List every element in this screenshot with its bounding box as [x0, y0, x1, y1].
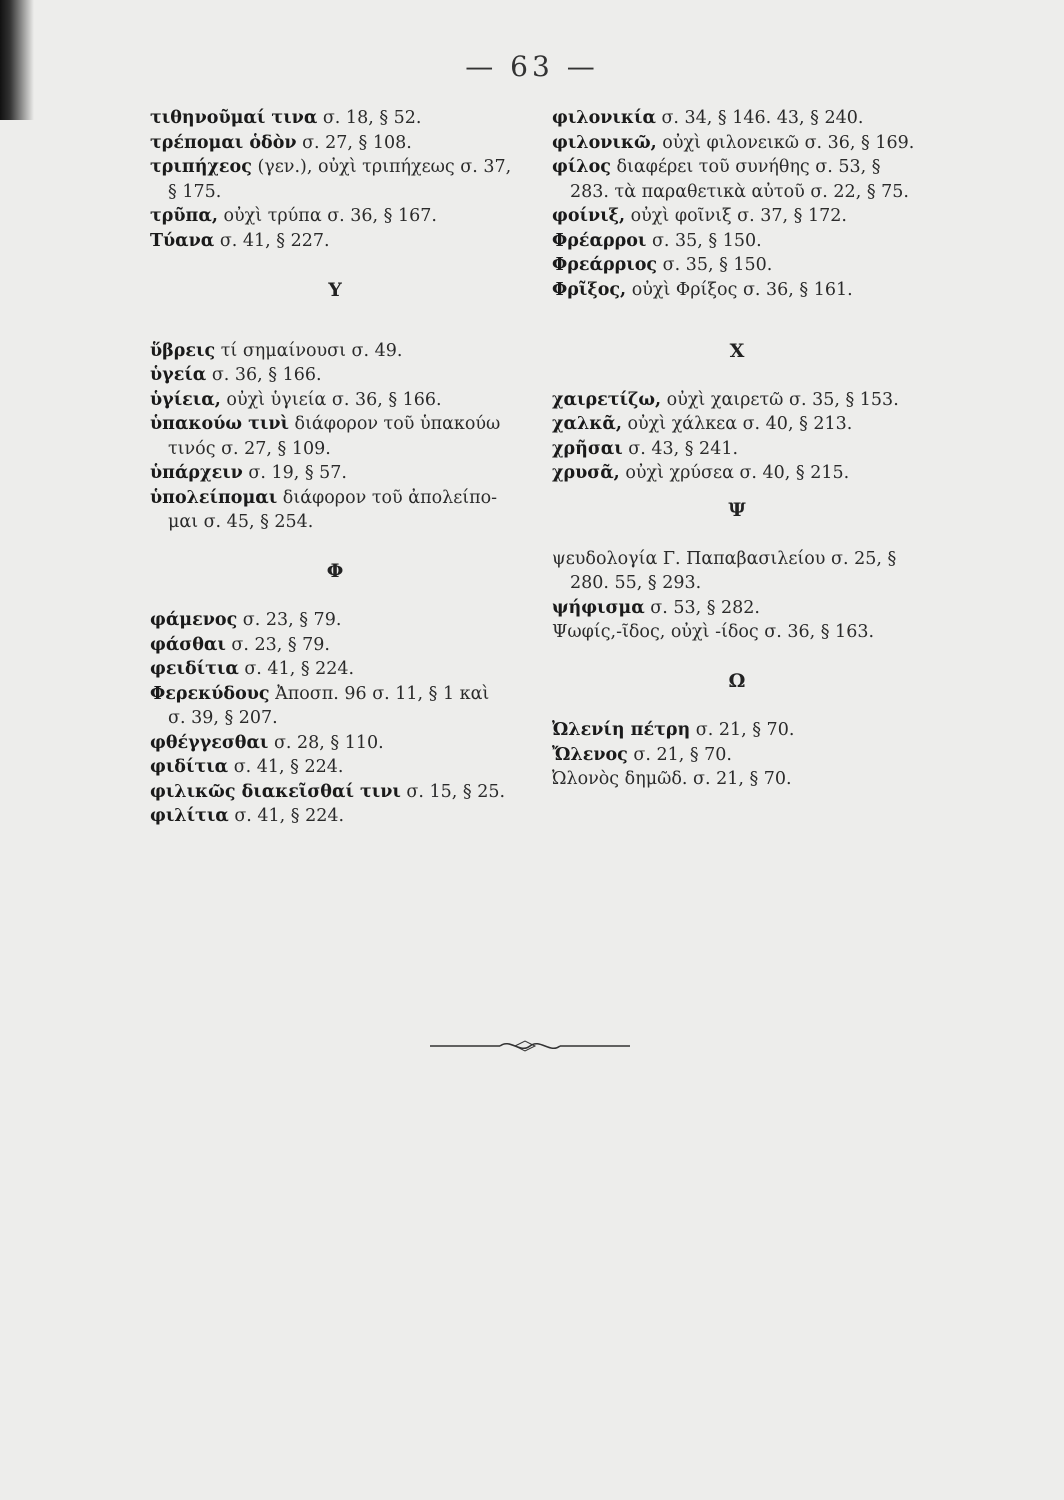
section-letter-psi: Ψ: [728, 498, 746, 521]
entry-headword: τιθηνοῦμαί τινα: [150, 108, 318, 128]
entry-reference: 280. 55, § 293.: [570, 573, 702, 593]
entry-headword: ὑγίεια,: [150, 389, 221, 410]
index-entry: [552, 278, 922, 303]
entry-headword: τρῦπα,: [150, 206, 218, 226]
index-entry: [150, 388, 520, 413]
index-entry: [150, 339, 520, 364]
index-entry: [552, 461, 922, 486]
index-entry: [150, 633, 520, 658]
entry-reference: διάφορον τοῦ ἀπολείπο-: [277, 487, 498, 508]
index-entry: [150, 461, 520, 486]
index-entry: [552, 204, 922, 229]
index-entry: [150, 510, 520, 535]
entry-headword: ψήφισμα: [552, 597, 645, 618]
entry-reference: σ. 36, § 166.: [206, 365, 322, 385]
index-entry: [150, 131, 520, 156]
entry-reference: οὐχὶ χαιρετῶ σ. 35, § 153.: [661, 389, 899, 410]
index-entry: [552, 180, 922, 205]
entry-reference: σ. 35, § 150.: [657, 255, 773, 275]
entry-reference: τί σημαίνουσι σ. 49.: [215, 340, 403, 361]
entry-headword: Φερεκύδους: [150, 683, 270, 704]
entry-group-phi: [150, 608, 520, 829]
section-letter-phi: Φ: [326, 560, 344, 582]
entry-reference: οὐχὶ φοῖνιξ σ. 37, § 172.: [625, 206, 847, 226]
index-entry: [150, 412, 520, 437]
entry-headword: Τύανα: [150, 230, 215, 251]
entry-reference: τινός σ. 27, § 109.: [168, 438, 331, 459]
entry-reference: οὐχὶ Φρίξος σ. 36, § 161.: [626, 279, 853, 300]
entry-reference: διάφορον τοῦ ὑπακούω: [288, 414, 501, 434]
page-number: — 63 —: [465, 50, 599, 83]
index-entry: [150, 804, 520, 829]
index-entry: [150, 706, 520, 731]
entry-reference: σ. 34, § 146. 43, § 240.: [655, 108, 864, 128]
entry-headword: φιλικῶς διακεῖσθαί τινι: [150, 781, 401, 802]
entry-reference: (γεν.), οὐχὶ τριπήχεως σ. 37,: [251, 157, 512, 177]
entry-headword: φιλονικία: [552, 108, 656, 128]
entry-headword: φιδίτια: [150, 757, 229, 777]
entry-headword: φειδίτια: [150, 659, 239, 679]
entry-reference: σ. 21, § 70.: [690, 720, 795, 740]
index-entry: [552, 229, 922, 254]
entry-group-omega: [552, 718, 922, 792]
index-entry: [150, 755, 520, 780]
index-entry: [150, 155, 520, 180]
entry-reference: οὐχὶ χρύσεα σ. 40, § 215.: [619, 463, 850, 483]
index-entry: [552, 718, 922, 743]
entry-headword: ὑπάρχειν: [150, 463, 243, 483]
entry-headword: φάσθαι: [150, 634, 226, 655]
index-entry: [552, 253, 922, 278]
index-entry: [552, 131, 922, 156]
index-entry: [150, 657, 520, 682]
end-ornament: [430, 1036, 630, 1056]
index-entry: [552, 412, 922, 437]
index-entry: [150, 437, 520, 462]
entry-headword: φιλίτια: [150, 806, 229, 826]
entry-headword: τρέπομαι ὁδὸν: [150, 132, 297, 153]
entry-headword: χαιρετίζω,: [552, 389, 662, 410]
index-entry: [150, 204, 520, 229]
section-letter-omega: Ω: [728, 670, 746, 692]
index-entry: [552, 437, 922, 462]
index-entry: [150, 682, 520, 707]
entry-reference: ψευδολογία Γ. Παπαβασιλείου σ. 25, §: [552, 548, 897, 569]
entry-group-upsilon: [150, 339, 520, 535]
section-letter-chi: Χ: [729, 339, 745, 362]
entry-reference: Ὠλονὸς δημῶδ. σ. 21, § 70.: [552, 769, 792, 789]
entry-headword: φάμενος: [150, 610, 238, 630]
entry-headword: Φρεάρριος: [552, 255, 658, 275]
entry-reference: Ἀποσπ. 96 σ. 11, § 1 καὶ: [269, 683, 490, 704]
entry-headword: Φρέαρροι: [552, 230, 647, 251]
entry-headword: Φρῖξος,: [552, 279, 627, 300]
entry-reference: σ. 39, § 207.: [168, 708, 278, 728]
entry-group-psi: [552, 547, 922, 645]
right-column: [552, 106, 922, 792]
entry-reference: διαφέρει τοῦ συνήθης σ. 53, §: [610, 157, 881, 177]
entry-reference: οὐχὶ τρύπα σ. 36, § 167.: [217, 206, 437, 226]
index-entry: [150, 731, 520, 756]
index-entry: [150, 106, 520, 131]
entry-group-top: [150, 106, 520, 253]
index-entry: [150, 608, 520, 633]
entry-headword: ὑπακούω τινὶ: [150, 414, 289, 434]
entry-reference: σ. 21, § 70.: [627, 744, 732, 765]
entry-reference: σ. 41, § 224.: [228, 806, 345, 826]
index-entry: [150, 780, 520, 805]
entry-reference: σ. 23, § 79.: [237, 610, 342, 630]
entry-headword: ὕβρεις: [150, 340, 216, 361]
index-entry: [552, 743, 922, 768]
entry-reference: σ. 41, § 224.: [228, 757, 344, 777]
entry-reference: σ. 41, § 227.: [214, 230, 330, 251]
entry-reference: σ. 23, § 79.: [225, 634, 330, 655]
index-entry: [552, 620, 922, 645]
entry-reference: σ. 41, § 224.: [238, 659, 355, 679]
index-entry: [552, 596, 922, 621]
index-entry: [552, 388, 922, 413]
index-entry: [150, 363, 520, 388]
index-entry: [150, 180, 520, 205]
entry-headword: χρῆσαι: [552, 438, 623, 459]
entry-reference: § 175.: [168, 181, 222, 202]
entry-headword: φοίνιξ,: [552, 206, 626, 226]
index-entry: [150, 229, 520, 254]
entry-reference: Ψωφίς,-ῖδος, οὐχὶ -ίδος σ. 36, § 163.: [552, 622, 875, 642]
entry-headword: Ὠλενίη πέτρη: [552, 720, 691, 740]
entry-headword: χρυσᾶ,: [552, 463, 620, 483]
index-entry: [552, 106, 922, 131]
entry-reference: σ. 27, § 108.: [296, 132, 412, 153]
index-entry: [552, 155, 922, 180]
section-letter-upsilon: Υ: [328, 278, 342, 301]
entry-group-chi: [552, 388, 922, 486]
index-entry: [552, 767, 922, 792]
entry-reference: σ. 19, § 57.: [242, 463, 347, 483]
entry-headword: ὑγεία: [150, 365, 207, 385]
entry-reference: 283. τὰ παραθετικὰ αὐτοῦ σ. 22, § 75.: [570, 181, 909, 202]
entry-reference: σ. 18, § 52.: [317, 108, 422, 128]
entry-headword: φθέγγεσθαι: [150, 732, 269, 753]
entry-reference: οὐχὶ ὑγιεία σ. 36, § 166.: [220, 389, 442, 410]
entry-headword: ὑπολείπομαι: [150, 487, 278, 508]
entry-headword: φίλος: [552, 157, 611, 177]
entry-reference: σ. 28, § 110.: [268, 732, 384, 753]
index-entry: [552, 547, 922, 572]
index-entry: [150, 486, 520, 511]
entry-headword: φιλονικῶ,: [552, 132, 657, 153]
entry-group-phi-continued: [552, 106, 922, 302]
entry-reference: σ. 53, § 282.: [644, 597, 760, 618]
entry-reference: σ. 15, § 25.: [400, 781, 506, 802]
entry-reference: σ. 35, § 150.: [646, 230, 762, 251]
entry-headword: τριπήχεος: [150, 157, 252, 177]
entry-headword: Ὤλενος: [552, 744, 628, 765]
entry-reference: οὐχὶ φιλονεικῶ σ. 36, § 169.: [656, 132, 915, 153]
entry-headword: χαλκᾶ,: [552, 414, 622, 434]
index-entry: [552, 571, 922, 596]
entry-reference: σ. 43, § 241.: [622, 438, 739, 459]
left-column: [150, 106, 520, 829]
entry-reference: μαι σ. 45, § 254.: [168, 512, 314, 532]
entry-reference: οὐχὶ χάλκεα σ. 40, § 213.: [621, 414, 853, 434]
